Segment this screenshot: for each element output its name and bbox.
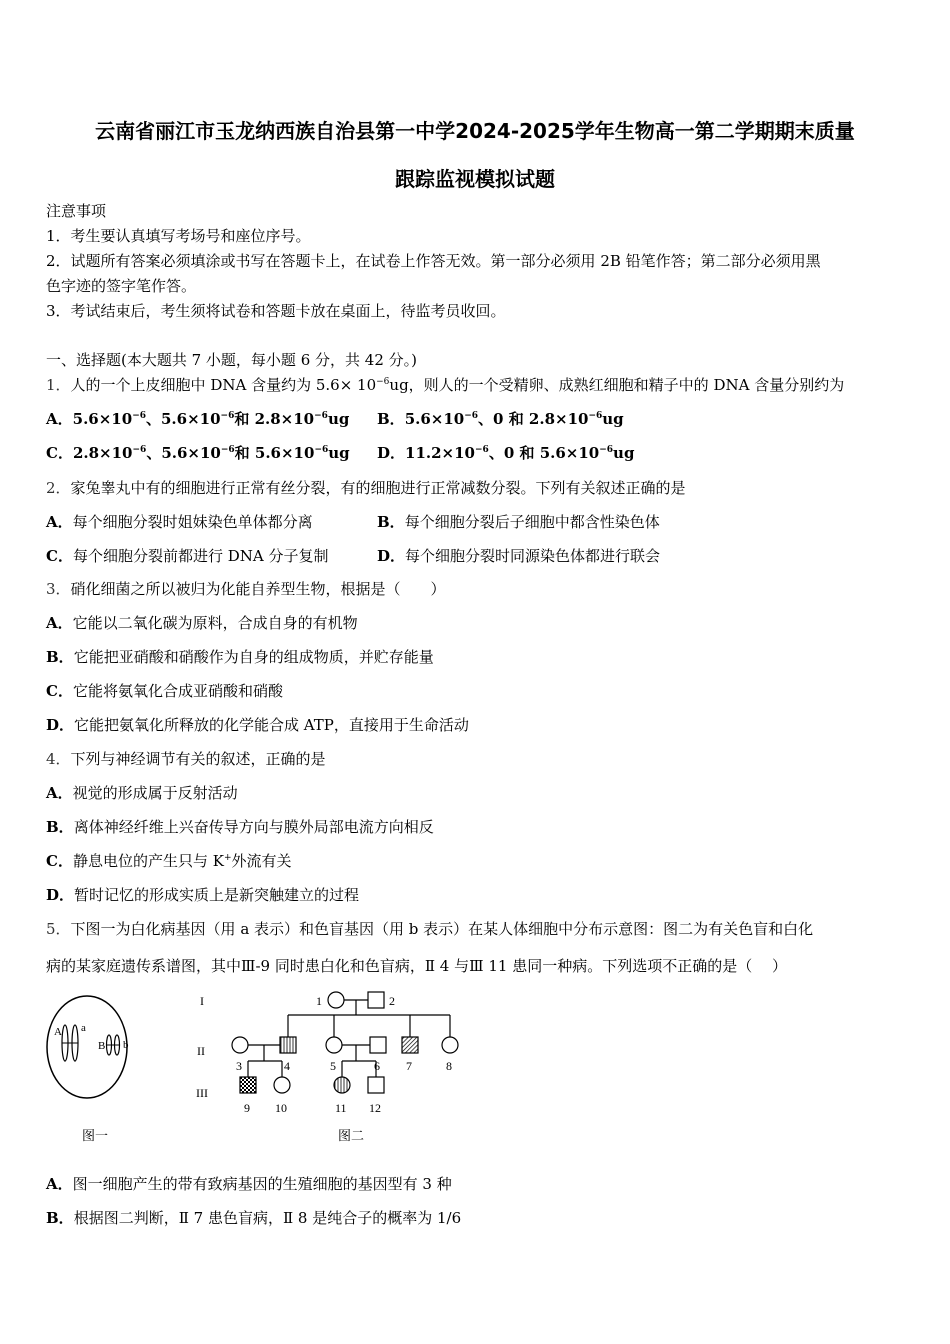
question-1-option-c: C．$2.8\times 10^{-6}$、$5.6\times 10^{-6}$和 $5.6\times 10^{-6}ug$ xyxy=(46,444,350,462)
question-1-option-a: A．$5.6\times 10^{-6}$、$5.6\times 10^{-6}$和 $2.8\times 10^{-6}ug$ xyxy=(46,410,350,428)
question-5-option-b: B．根据图二判断，Ⅱ 7 患色盲病，Ⅱ 8 是纯合子的概率为 1/6 xyxy=(46,1209,462,1227)
allele-label: A xyxy=(54,1026,62,1038)
title-line-2: 跟踪监视模拟试题 xyxy=(395,167,555,191)
question-2-option-d: D．每个细胞分裂时同源染色体都进行联会 xyxy=(377,547,661,565)
individual-1-female xyxy=(328,992,344,1008)
svg-text:1: 1 xyxy=(316,994,322,1008)
individual-12-male xyxy=(368,1077,384,1093)
title-line-1: 云南省丽江市玉龙纳西族自治县第一中学2024-2025学年生物高一第二学期期末质量 xyxy=(95,119,855,143)
pedigree-chart xyxy=(196,992,458,1143)
individual-4-male-affected xyxy=(280,1037,296,1053)
question-2-option-b: B．每个细胞分裂后子细胞中都含性染色体 xyxy=(377,513,660,531)
question-1-option-b: B．$5.6\times 10^{-6}$、0 和 $2.8\times 10^{-6}ug$ xyxy=(377,410,624,428)
individual-10-female xyxy=(274,1077,290,1093)
svg-text:3: 3 xyxy=(236,1059,242,1073)
svg-text:9: 9 xyxy=(244,1101,250,1115)
question-5-stem-1: 5．下图一为白化病基因（用 a 表示）和色盲基因（用 b 表示）在某人体细胞中分布示意图：图二为有关色盲和白化 xyxy=(46,920,814,938)
question-number: 1． xyxy=(46,376,71,394)
question-3-option-a: A．它能以二氧化碳为原料，合成自身的有机物 xyxy=(46,614,358,632)
notice-item-1: 1．考生要认真填写考场号和座位序号。 xyxy=(46,227,311,245)
individual-3-female xyxy=(232,1037,248,1053)
question-5-stem-2: 病的某家庭遗传系谱图，其中Ⅲ-9 同时患白化和色盲病，Ⅱ 4 与Ⅲ 11 患同一种病。下列选项不正确的是（ ） xyxy=(46,957,787,975)
question-3-option-c: C．它能将氨氧化合成亚硝酸和硝酸 xyxy=(46,682,283,700)
svg-text:12: 12 xyxy=(369,1101,381,1115)
question-2-option-c: C．每个细胞分裂前都进行 DNA 分子复制 xyxy=(46,547,329,565)
question-4-option-d: D．暂时记忆的形成实质上是新突触建立的过程 xyxy=(46,886,360,904)
individual-7-male-affected xyxy=(402,1037,418,1053)
svg-text:4: 4 xyxy=(284,1059,290,1073)
figure-1-caption: 图一 xyxy=(82,1128,109,1143)
cell-diagram xyxy=(47,996,129,1143)
allele-label: a xyxy=(81,1022,86,1034)
genetics-figure xyxy=(40,985,480,1145)
individual-9-male-affected xyxy=(240,1077,256,1093)
individual-11-female-affected xyxy=(334,1077,350,1093)
question-5-option-a: A．图一细胞产生的带有致病基因的生殖细胞的基因型有 3 种 xyxy=(46,1175,452,1193)
svg-text:5: 5 xyxy=(330,1059,336,1073)
notice-item-2-cont: 色字迹的签字笔作答。 xyxy=(46,277,197,295)
figure-2-caption: 图二 xyxy=(338,1128,365,1143)
question-4-stem: 4．下列与神经调节有关的叙述，正确的是 xyxy=(46,750,326,768)
question-4-option-b: B．离体神经纤维上兴奋传导方向与膜外局部电流方向相反 xyxy=(46,818,434,836)
individual-8-female xyxy=(442,1037,458,1053)
allele-label: b xyxy=(123,1039,129,1051)
question-4-option-c: C．静息电位的产生只与 K+外流有关 xyxy=(46,852,292,870)
generation-label: I xyxy=(200,994,204,1008)
question-4-option-a: A．视觉的形成属于反射活动 xyxy=(46,784,238,802)
svg-text:2: 2 xyxy=(389,994,395,1008)
question-3-option-b: B．它能把亚硝酸和硝酸作为自身的组成物质，并贮存能量 xyxy=(46,648,434,666)
individual-2-male xyxy=(368,992,384,1008)
notice-item-2: 2．试题所有答案必须填涂或书写在答题卡上，在试卷上作答无效。第一部分必须用 2B 铅笔作答；第二部分必须用黑 xyxy=(46,252,821,270)
generation-label: II xyxy=(197,1044,205,1058)
question-1-stem: 1．人的一个上皮细胞中 DNA 含量约为 $5.6\times 10^{-6}ug$，则人的一个受精卵、成熟红细胞和精子中的 DNA 含量分别约为 xyxy=(46,376,845,394)
generation-label: III xyxy=(196,1086,208,1100)
svg-text:8: 8 xyxy=(446,1059,452,1073)
individual-6-male xyxy=(370,1037,386,1053)
question-3-option-d: D．它能把氨氧化所释放的化学能合成 ATP，直接用于生命活动 xyxy=(46,716,469,734)
individual-5-female xyxy=(326,1037,342,1053)
svg-text:7: 7 xyxy=(406,1059,412,1073)
question-2-option-a: A．每个细胞分裂时姐妹染色单体都分离 xyxy=(46,513,313,531)
section-1-heading: 一、选择题(本大题共 7 小题，每小题 6 分，共 42 分。) xyxy=(46,351,417,369)
question-1-option-d: D．$11.2\times 10^{-6}$、0 和 $5.6\times 10^{-6}ug$ xyxy=(377,444,635,462)
svg-text:11: 11 xyxy=(335,1101,347,1115)
svg-text:10: 10 xyxy=(275,1101,287,1115)
notice-item-3: 3．考试结束后，考生须将试卷和答题卡放在桌面上，待监考员收回。 xyxy=(46,302,506,320)
question-2-stem: 2．家兔睾丸中有的细胞进行正常有丝分裂，有的细胞进行正常减数分裂。下列有关叙述正确的是 xyxy=(46,479,686,497)
svg-text:6: 6 xyxy=(374,1059,380,1073)
allele-label: B xyxy=(98,1040,106,1052)
notice-heading: 注意事项 xyxy=(46,202,107,220)
question-3-stem: 3．硝化细菌之所以被归为化能自养型生物，根据是（ ） xyxy=(46,580,446,598)
